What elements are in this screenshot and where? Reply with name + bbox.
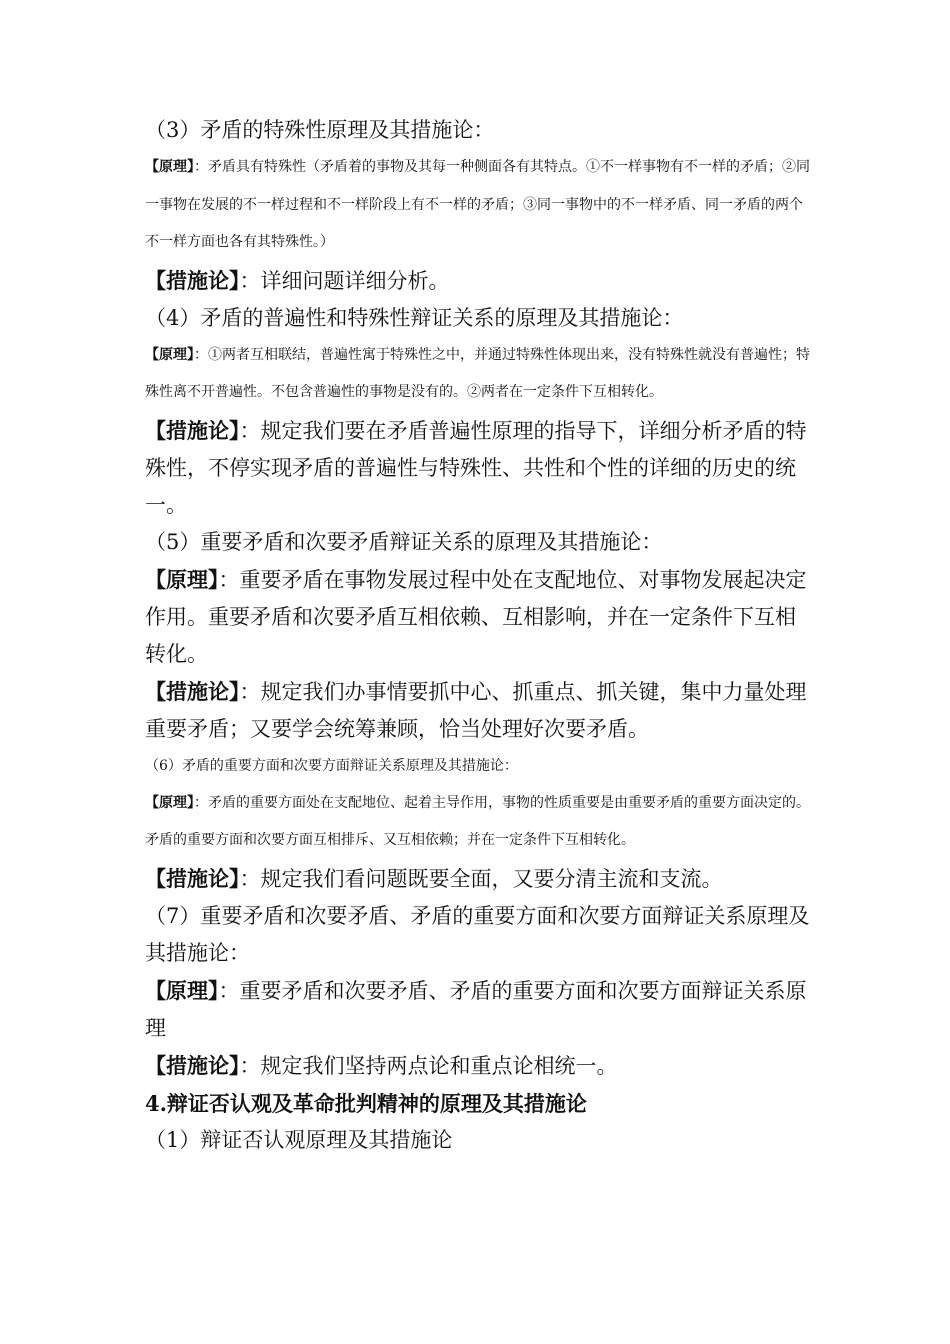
section-3-heading: （3）矛盾的特殊性原理及其措施论： (145, 118, 495, 142)
method-text: ：规定我们办事情要抓中心、抓重点、抓关键，集中力量处理重要矛盾；又要学会统筹兼顾，恰当处理好次要矛盾。 (145, 679, 807, 741)
method-text: ：规定我们看问题既要全面，又要分清主流和支流。 (239, 866, 723, 891)
method-tag: 【措施论】 (145, 678, 240, 704)
method-text: ：详细问题详细分析。 (239, 268, 450, 293)
principle-tag: 【原理】 (145, 346, 194, 363)
section-4-principle (145, 337, 810, 412)
method-tag: 【措施论】 (145, 267, 240, 293)
method-text: ：规定我们坚持两点论和重点论相统一。 (239, 1053, 618, 1078)
method-tag: 【措施论】 (145, 1052, 240, 1078)
method-text: ：规定我们要在矛盾普遍性原理的指导下，详细分析矛盾的特殊性，不停实现矛盾的普遍性与特殊性、共性和个性的详细的历史的统一。 (145, 418, 807, 517)
principle-text: ：重要矛盾和次要矛盾、矛盾的重要方面和次要方面辩证关系原理 (145, 978, 807, 1040)
section-6-method (145, 860, 810, 898)
section-7-principle (145, 972, 810, 1047)
principle-text: ：①两者互相联结，普遍性寓于特殊性之中，并通过特殊性体现出来，没有特殊性就没有普遍性；特殊性离不开普遍性。不包含普遍性的事物是没有的。②两者在一定条件下互相转化。 (145, 346, 810, 400)
document-page (145, 112, 810, 1159)
section-7-heading: （7）重要矛盾和次要矛盾、矛盾的重要方面和次要方面辩证关系原理及其措施论： (145, 903, 810, 965)
principle-tag: 【原理】 (145, 159, 194, 175)
section-5-principle (145, 561, 810, 673)
section-7-method (145, 1047, 810, 1085)
principle-tag: 【原理】 (145, 566, 219, 592)
method-tag: 【措施论】 (145, 417, 240, 443)
section-5-heading: （5）重要矛盾和次要矛盾辩证关系的原理及其措施论： (145, 529, 663, 554)
section-4-method (145, 412, 810, 524)
section-6-heading: （6）矛盾的重要方面和次要方面辩证关系原理及其措施论： (145, 757, 518, 774)
method-tag: 【措施论】 (145, 865, 240, 891)
section-4-heading: （4）矛盾的普遍性和特殊性辩证关系的原理及其措施论： (145, 305, 684, 330)
section-6-principle (145, 785, 810, 860)
principle-text: ：矛盾的重要方面处在支配地位、起着主导作用，事物的性质重要是由重要矛盾的重要方面决定的。矛盾的重要方面和次要方面互相排斥、又互相依赖；并在一定条件下互相转化。 (145, 794, 810, 848)
chapter-heading: 4.辩证否认观及革命批判精神的原理及其措施论 (145, 1090, 587, 1116)
principle-text: ：重要矛盾在事物发展过程中处在支配地位、对事物发展起决定作用。重要矛盾和次要矛盾互相依赖、互相影响，并在一定条件下互相转化。 (145, 567, 807, 666)
section-3-principle (145, 149, 810, 262)
principle-text: ：矛盾具有特殊性（矛盾着的事物及其每一种侧面各有其特点。①不一样事物有不一样的矛盾；②同一事物在发展的不一样过程和不一样阶段上有不一样的矛盾；③同一事物中的不一样矛盾、同一矛盾的两个不一样方面也各有其特殊性。） (145, 159, 810, 250)
principle-tag: 【原理】 (145, 977, 219, 1003)
principle-tag: 【原理】 (145, 794, 194, 811)
section-5-method (145, 673, 810, 748)
sub-heading: （1）辩证否认观原理及其措施论 (145, 1127, 453, 1152)
section-3-method (145, 262, 810, 300)
